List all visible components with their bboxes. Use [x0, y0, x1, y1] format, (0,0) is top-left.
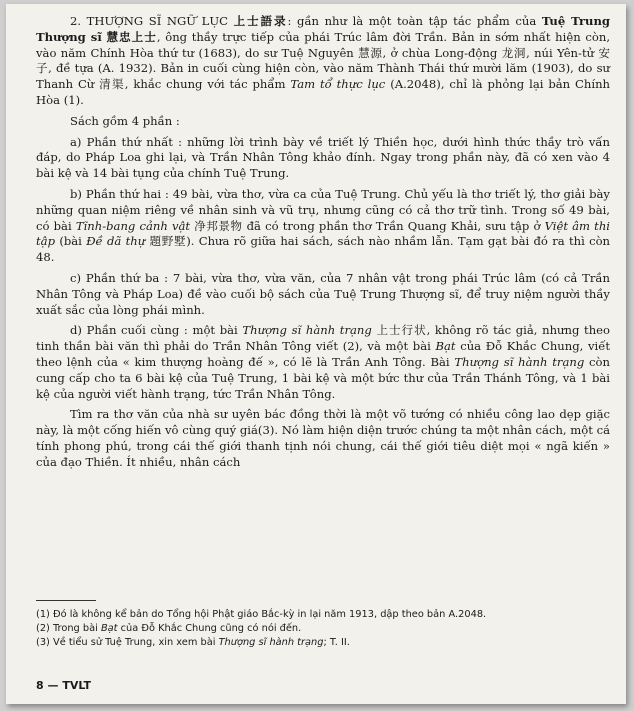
book-parts-intro: Sách gồm 4 phần :: [70, 113, 180, 128]
part-a-paragraph: a) Phần thứ nhất : những lời trình bày về triết lý Thiền học, dưới hình thức thầy trò vấn đáp, do Pháp Loa ghi lại, và Trần Nhân Tông khảo đính. Ngay trong phần này, đã có xen vào 4 bài kệ và 14 bài tụng của chính Tuệ Trung.: [36, 134, 610, 181]
section-heading: 2. THƯỢNG SĨ NGỮ LỤC: [70, 14, 228, 28]
closing-paragraph: Tìm ra thơ văn của nhà sư uyên bác đồng thời là một võ tướng có nhiều công lao dẹp giặc này, là một cống hiến vô cùng quý giá(3). Nó làm hiện diện trước chúng ta một nhân cách, một cá tính phong phú, trong cái thế giới thanh tịnh nói chung, cái thế giới tiêu diệt mọi « ngã kiến » của đạo Thiền. Ít nhiều, nhân cách: [36, 407, 611, 469]
part-b-paragraph: b) Phần thứ hai : 49 bài, vừa thơ, vừa ca của Tuệ Trung. Chủ yếu là thơ triết lý, thơ giải bày những quan niệm riêng về nhân sinh và vũ trụ, nhưng cũng có cả thơ trữ tình. Trong số 49 bài, có bài Tĩnh-bang cảnh vật 净邦景物 đã có trong phần thơ Trần Quang Khải, sưu tập ở Việt âm thi tập (bài Đề dã thự 題野墅). Chưa rõ giữa hai sách, sách nào nhầm lẫn. Tạm gạt bài đó ra thì còn 48.: [36, 186, 611, 265]
author-name: Tuệ Trung Thượng sĩ: [36, 14, 611, 44]
scanned-page: [6, 4, 626, 704]
footnote-1: (1) Đó là không kể bản do Tổng hội Phật giáo Bắc-kỳ in lại năm 1913, dập theo bản A.2048.: [36, 609, 487, 620]
author-chinese-name: 慧忠上士: [106, 29, 157, 44]
page-number: 8 — TVLT: [36, 679, 92, 692]
footnote-divider: [36, 600, 96, 601]
heading-chinese-title: 上士語录: [233, 14, 288, 28]
section-paragraph: 2. THƯỢNG SĨ NGỮ LỤC 上士語录: gần như là một toàn tập tác phẩm của Tuệ Trung Thượng sĩ 慧忠上士, ông thầy trực tiếp của phái Trúc lâm đời Trần. Bản in sớm nhất hiện còn, vào năm Chính Hòa thứ tư (1683), do sư Tuệ Nguyên 慧源, ở chùa Long-động 龙洞, núi Yên-tử 安子, đề tựa (A. 1932). Bản in cuối cùng hiện còn, vào năm Thành Thái thứ mười lăm (1903), do sư Thanh Cừ 清渠, khắc chung với tác phẩm Tam tổ thực lục (A.2048), chỉ là phỏng lại bản Chính Hòa (1).: [36, 14, 611, 107]
footnote-2: (2) Trong bài Bạt của Đỗ Khắc Chung cũng có nói đến.: [36, 623, 302, 634]
footnote-3: (3) Về tiểu sử Tuệ Trung, xin xem bài Thượng sĩ hành trạng; T. II.: [36, 637, 350, 648]
part-c-paragraph: c) Phần thứ ba : 7 bài, vừa thơ, vừa văn, của 7 nhân vật trong phái Trúc lâm (có cả Trần Nhân Tông và Pháp Loa) đề vào cuối bộ sách của Tuệ Trung Thượng sĩ, để truy niệm người thầy xuất sắc của lòng phái mình.: [36, 270, 610, 317]
part-d-paragraph: d) Phần cuối cùng : một bài Thượng sĩ hành trạng 上士行状, không rõ tác giả, nhưng theo tinh thần bài văn thì phải do Trần Nhân Tông viết (2), và một bài Bạt của Đỗ Khắc Chung, viết theo lệnh của « kim thượng hoàng đế », có lẽ là Trần Anh Tông. Bài Thượng sĩ hành trạng còn cung cấp cho ta 6 bài kệ của Tuệ Trung, 1 bài kệ và một bức thư của Trần Thánh Tông, và 1 bài kệ của người viết hành trạng, tức Trần Nhân Tông.: [36, 323, 611, 401]
footnotes: [36, 608, 610, 650]
body-text: [36, 14, 610, 476]
